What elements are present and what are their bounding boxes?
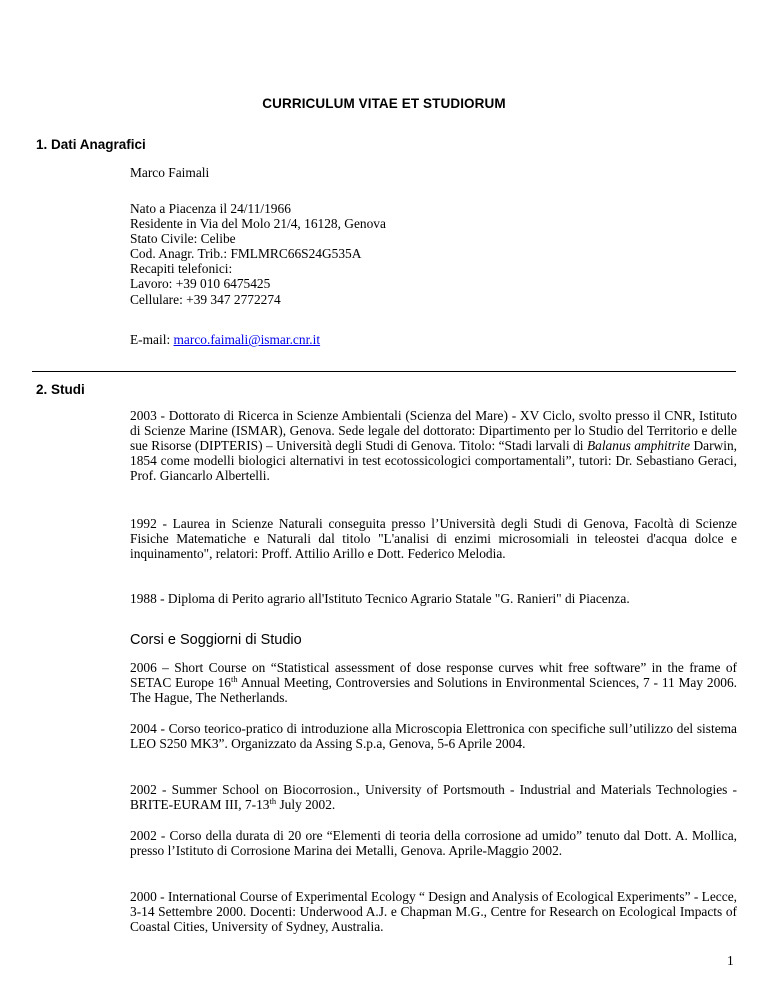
detail-line: Recapiti telefonici: [130,261,233,277]
detail-line: Cellulare: +39 347 2772274 [130,291,281,307]
personal-name: Marco Faimali [130,165,210,180]
diploma-entry: 1988 - Diploma di Perito agrario all'Istituto Tecnico Agrario Statale "G. Ranieri" di Piacenza. [130,591,630,606]
page-number: 1 [727,953,734,968]
detail-line: Lavoro: +39 010 6475425 [130,276,271,292]
degree-entry: 1992 - Laurea in Scienze Naturali conseguita presso l’Università degli Studi di Genova, Facoltà di Scienze Fisiche Matematiche e Naturali dal titolo "L'analisi di enzimi microsomiali in teleostei d'acqua dolce e inquinamento", relatori: Proff. Attilio Arillo e Dott. Federico Melodia. [130,516,737,562]
course-text-end: Annual Meeting, Controversies and Solutions in Environmental Sciences, 7 - 11 May 2006. The Hague, The Netherlands. [130,675,737,706]
species-name: Balanus amphitrite [586,438,691,454]
course-entry: 2000 - International Course of Experimental Ecology “ Design and Analysis of Ecological Experiments” - Lecce, 3-14 Settembre 2000. Docenti: Underwood A.J. e Chapman M.G., Centre for Research on Ecological Impacts of Coastal Cities, University of Sydney, Australia. [130,889,737,935]
personal-details [130,201,737,307]
superscript: th [269,796,277,807]
course-text: 2002 - Summer School on Biocorrosion., University of Portsmouth - Industrial and Materials Technologies - BRITE-EURAM III, 7-13 [130,782,737,813]
section-heading-dati-anagrafici: 1. Dati Anagrafici [36,137,146,152]
course-text-end: July 2002. [276,797,336,813]
section-divider [32,371,736,372]
phd-text-end: Darwin, 1854 come modelli biologici alternativi in test ecotossicologici comportamentali”, tutori: Dr. Sebastiano Geraci, Prof. Giancarlo Albertelli. [130,438,737,484]
email-line [130,332,737,347]
detail-line: Cod. Anagr. Trib.: FMLMRC66S24G535A [130,246,362,262]
course-entry [130,782,737,812]
course-text: 2006 – Short Course on “Statistical assessment of dose response curves whit free software” in the frame of SETAC Europe 16 [130,660,737,691]
course-entry: 2004 - Corso teorico-pratico di introduzione alla Microscopia Elettronica con specifiche sull’utilizzo del sistema LEO S250 MK3”. Organizzato da Assing S.p.a, Genova, 5-6 Aprile 2004. [130,721,737,752]
document-title: CURRICULUM VITAE ET STUDIORUM [262,96,506,111]
subsection-heading-corsi: Corsi e Soggiorni di Studio [130,632,302,648]
section-heading-studi: 2. Studi [36,382,85,397]
detail-line: Stato Civile: Celibe [130,231,236,247]
phd-entry [130,408,737,483]
email-label: E-mail: [130,332,174,347]
course-entry: 2002 - Corso della durata di 20 ore “Elementi di teoria della corrosione ad umido” tenuto dal Dott. A. Mollica, presso l’Istituto di Corrosione Marina dei Metalli, Genova. Aprile-Maggio 2002. [130,828,737,859]
email-link[interactable]: marco.faimali@ismar.cnr.it [173,332,321,347]
course-entry [130,660,737,705]
superscript: th [231,674,238,685]
detail-line: Nato a Piacenza il 24/11/1966 [130,201,291,216]
detail-line: Residente in Via del Molo 21/4, 16128, Genova [130,216,386,232]
phd-text: 2003 - Dottorato di Ricerca in Scienze Ambientali (Scienza del Mare) - XV Ciclo, svolto presso il CNR, Istituto di Scienze Marine (ISMAR), Genova. Sede legale del dottorato: Dipartimento per lo Studio del Territorio e delle sue Risorse (DIPTERIS) – Università degli Studi di Genova. Titolo: “Stadi larvali di [130,408,737,454]
